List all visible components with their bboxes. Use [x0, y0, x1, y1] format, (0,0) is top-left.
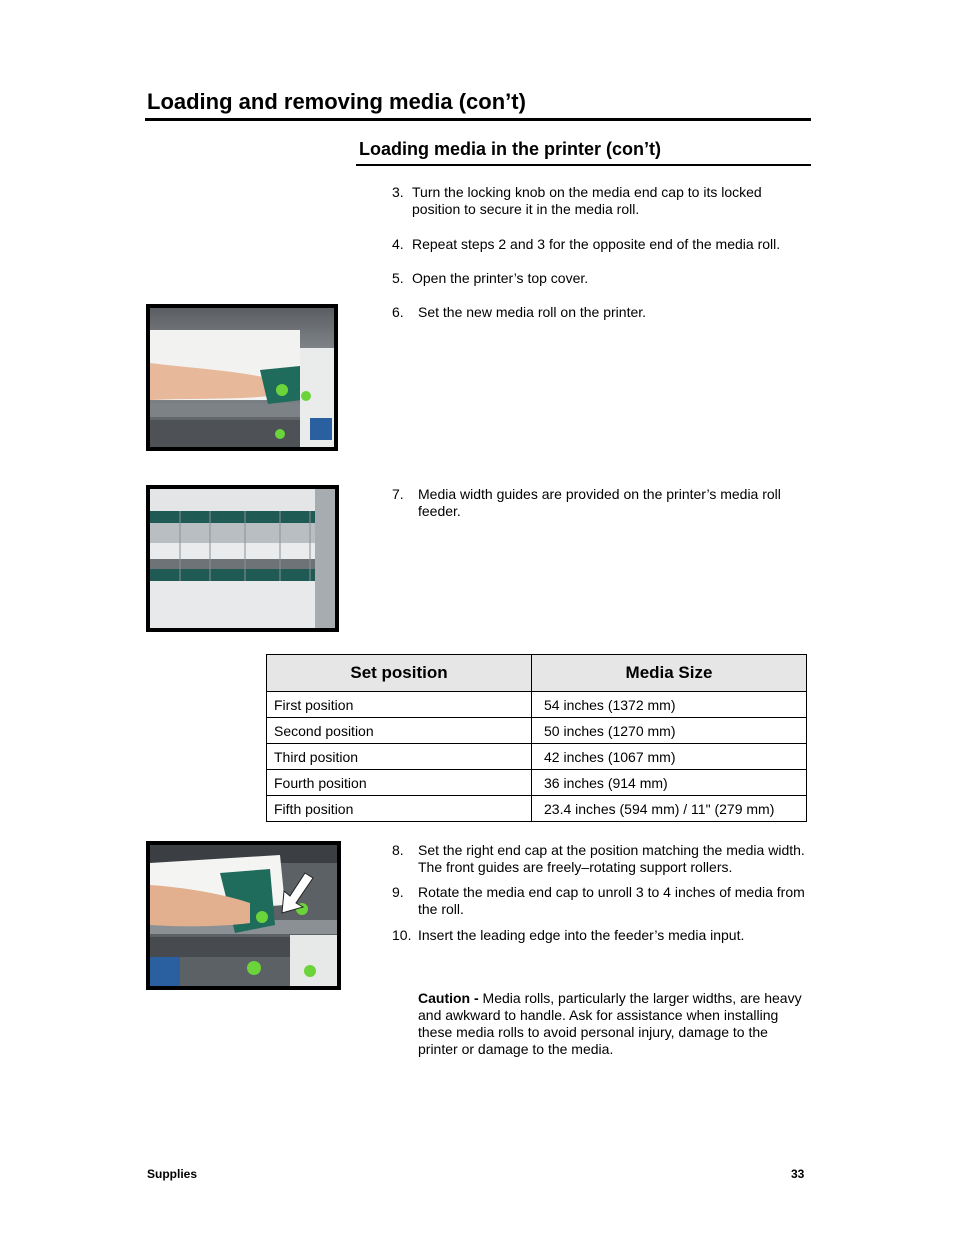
- column-header-set-position: Set position: [267, 655, 532, 692]
- step-number: 8.: [392, 842, 404, 858]
- size-cell: 23.4 inches (594 mm) / 11" (279 mm): [532, 796, 807, 822]
- caution-label: Caution -: [418, 990, 479, 1006]
- step-number: 4.: [392, 236, 404, 252]
- position-cell: Third position: [267, 744, 532, 770]
- caution-text: Media rolls, particularly the larger widths, are heavy and awkward to handle. Ask for assistance when installing these media rolls to avoid personal injury, damage to the printer or damage to the media.: [418, 990, 802, 1057]
- position-cell: Fourth position: [267, 770, 532, 796]
- step-3: [392, 184, 812, 218]
- title-rule: [145, 118, 811, 121]
- step-9: [392, 884, 812, 918]
- step-number: 9.: [392, 884, 404, 900]
- step-5: [392, 270, 812, 287]
- size-cell: 54 inches (1372 mm): [532, 692, 807, 718]
- size-cell: 50 inches (1270 mm): [532, 718, 807, 744]
- step-7: [392, 486, 812, 520]
- step-text: Open the printer’s top cover.: [412, 270, 589, 286]
- table-row: [267, 692, 807, 718]
- media-size-table: [266, 654, 807, 822]
- media-roll-photo: [146, 304, 338, 451]
- step-text: Rotate the media end cap to unroll 3 to 4 inches of media from the roll.: [418, 884, 805, 917]
- width-guides-photo: [146, 485, 339, 632]
- position-cell: Second position: [267, 718, 532, 744]
- step-text: Repeat steps 2 and 3 for the opposite end of the media roll.: [412, 236, 781, 252]
- page-title: Loading and removing media (con’t): [147, 89, 526, 114]
- size-cell: 36 inches (914 mm): [532, 770, 807, 796]
- caution-note: [418, 990, 810, 1058]
- step-4: [392, 236, 812, 253]
- step-text: Set the right end cap at the position matching the media width. The front guides are freely–rotating support rollers.: [418, 842, 805, 875]
- section-subtitle: Loading media in the printer (con’t): [359, 139, 662, 159]
- table-row: [267, 718, 807, 744]
- footer-section: Supplies: [147, 1167, 198, 1181]
- table-row: [267, 744, 807, 770]
- step-text: Media width guides are provided on the printer’s media roll feeder.: [418, 486, 781, 519]
- end-cap-photo: [146, 841, 341, 990]
- page-number: 33: [791, 1167, 805, 1181]
- step-number: 10.: [392, 927, 412, 943]
- column-header-media-size: Media Size: [532, 655, 807, 692]
- step-number: 5.: [392, 270, 404, 286]
- subtitle-rule: [356, 164, 811, 166]
- step-text: Insert the leading edge into the feeder’s media input.: [418, 927, 745, 943]
- step-number: 3.: [392, 184, 404, 200]
- size-cell: 42 inches (1067 mm): [532, 744, 807, 770]
- position-cell: First position: [267, 692, 532, 718]
- position-cell: Fifth position: [267, 796, 532, 822]
- step-number: 7.: [392, 486, 404, 502]
- step-text: Set the new media roll on the printer.: [418, 304, 647, 320]
- step-8: [392, 842, 812, 876]
- step-text: Turn the locking knob on the media end cap to its locked position to secure it in the media roll.: [412, 184, 762, 217]
- step-6: [392, 304, 812, 321]
- table-row: [267, 796, 807, 822]
- step-number: 6.: [392, 304, 404, 320]
- step-10: [392, 927, 812, 944]
- table-header-row: [267, 655, 807, 692]
- table-row: [267, 770, 807, 796]
